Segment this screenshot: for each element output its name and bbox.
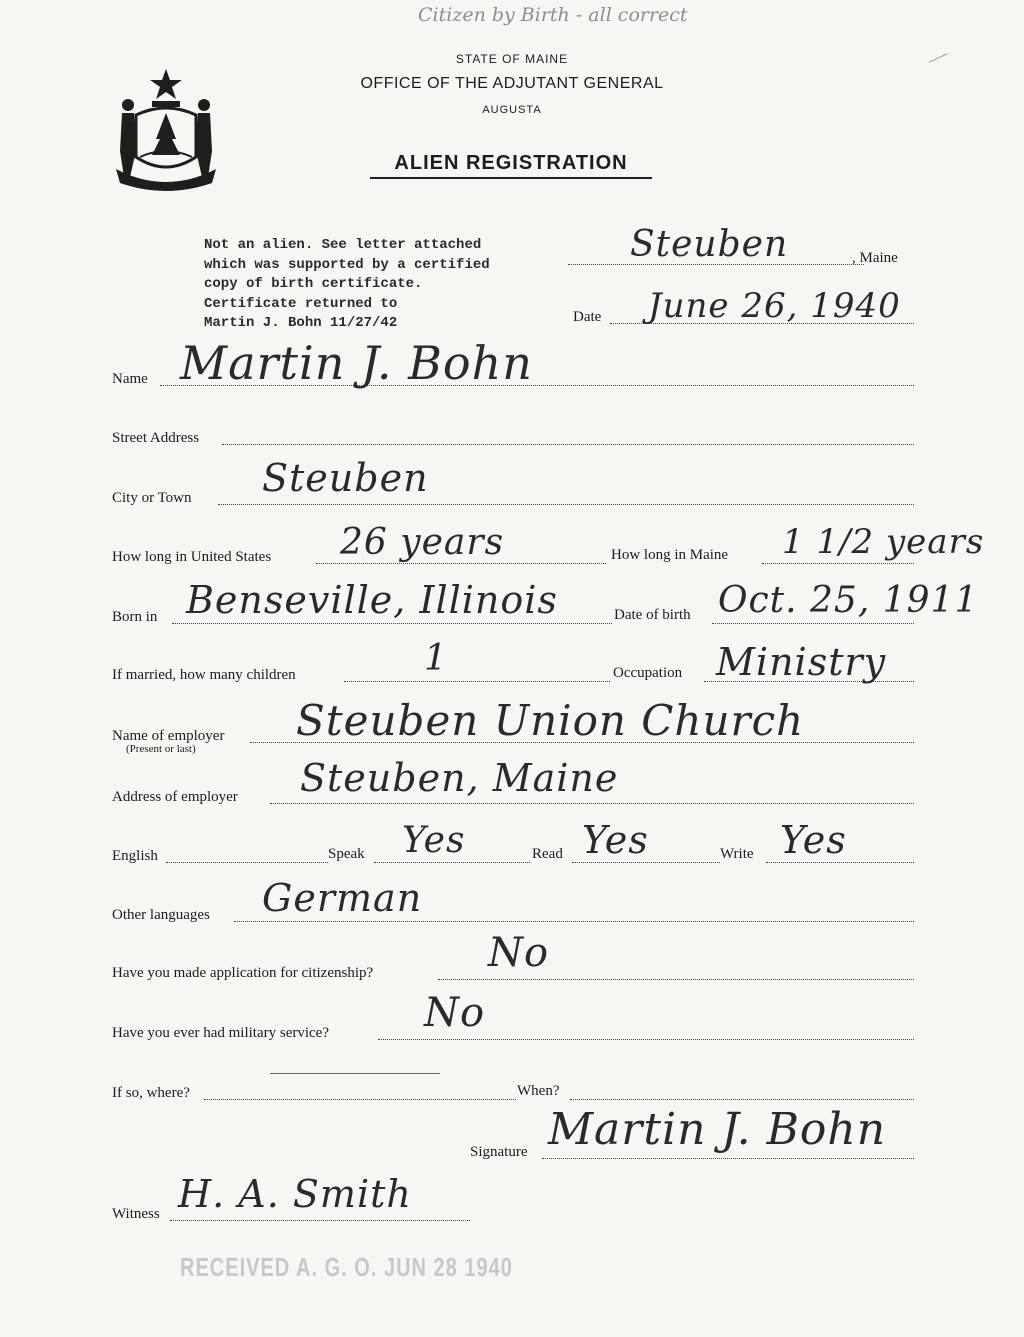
typed-note-line: Certificate returned to [204, 295, 398, 312]
born-in-label: Born in [112, 609, 158, 625]
witness-value: H. A. Smith [178, 1172, 412, 1216]
where-label: If so, where? [112, 1085, 190, 1101]
office-heading: OFFICE OF THE ADJUTANT GENERAL [360, 75, 664, 92]
citizenship-label: Have you made application for citizenship? [112, 965, 374, 981]
name-value: Martin J. Bohn [180, 336, 533, 390]
children-label: If married, how many children [112, 667, 296, 683]
city-heading: AUGUSTA [482, 104, 542, 116]
when-label: When? [517, 1083, 560, 1099]
pencil-note: Citizen by Birth - all correct [418, 4, 688, 26]
employer-address-value: Steuben, Maine [300, 756, 619, 800]
typed-note-line: Martin J. Bohn 11/27/42 [204, 315, 398, 331]
how-long-us-label: How long in United States [112, 549, 272, 565]
place-value: Steuben [630, 224, 789, 265]
page-title: ALIEN REGISTRATION [370, 152, 652, 179]
street-address-label: Street Address [112, 430, 200, 446]
state-of-maine-seal-icon [108, 65, 224, 195]
citizenship-value: No [488, 930, 550, 976]
city-label: City or Town [112, 490, 192, 506]
typed-note-line: copy of birth certificate. [204, 276, 423, 292]
born-in-value: Benseville, Illinois [186, 578, 558, 622]
state-heading: STATE OF MAINE [455, 52, 569, 66]
received-stamp: RECEIVED A. G. O. JUN 28 1940 [180, 1254, 513, 1283]
military-label: Have you ever had military service? [112, 1025, 329, 1041]
signature-label: Signature [470, 1144, 528, 1160]
speak-label: Speak [328, 846, 365, 862]
military-value: No [424, 990, 486, 1036]
city-value: Steuben [262, 456, 429, 500]
typed-note-line: which was supported by a certified [204, 256, 490, 273]
write-label: Write [720, 846, 754, 862]
typed-note-line: Not an alien. See letter attached [204, 237, 482, 253]
how-long-maine-value: 1 1/2 years [782, 522, 985, 562]
english-label: English [112, 848, 158, 864]
signature-value: Martin J. Bohn [548, 1104, 887, 1155]
occupation-label: Occupation [613, 665, 683, 681]
children-value: 1 [424, 638, 448, 679]
occupation-value: Ministry [716, 640, 887, 684]
speak-value: Yes [402, 820, 466, 861]
seal-banner: MAINE [144, 171, 188, 182]
employer-label: Name of employer [112, 728, 225, 744]
employer-address-label: Address of employer [112, 789, 238, 805]
write-value: Yes [780, 818, 847, 862]
how-long-maine-label: How long in Maine [611, 547, 729, 563]
other-languages-label: Other languages [112, 907, 210, 923]
employer-value: Steuben Union Church [296, 696, 805, 745]
read-label: Read [532, 846, 563, 862]
employer-sublabel: (Present or last) [126, 743, 196, 755]
date-label: Date [573, 309, 602, 325]
date-of-birth-label: Date of birth [614, 607, 691, 623]
typed-note [204, 236, 490, 334]
read-value: Yes [582, 818, 649, 862]
date-of-birth-value: Oct. 25, 1911 [718, 580, 979, 621]
how-long-us-value: 26 years [340, 522, 505, 563]
date-value: June 26, 1940 [648, 286, 901, 326]
witness-label: Witness [112, 1206, 160, 1222]
name-label: Name [112, 371, 148, 387]
other-languages-value: German [262, 876, 423, 920]
place-suffix: , Maine [852, 250, 898, 266]
